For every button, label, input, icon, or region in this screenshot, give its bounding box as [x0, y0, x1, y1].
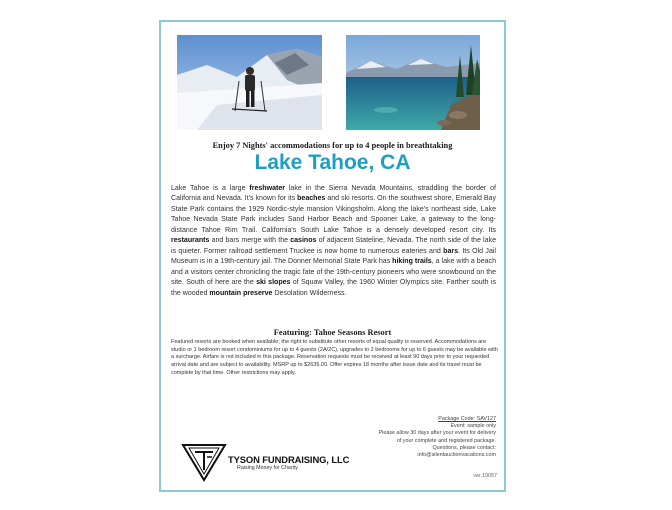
featuring-terms: Featured resorts are booked when available; the right to substitute other resorts of equal quality is reserved. Accommodations are studio or 1 bedroom resort condominiums for up to 4 guests (2A/2C), upgrades to 2 bedrooms for up to 6 guests may be available with a surcharge. Airfare is not included in this package. Reservation requests must be received at least 90 days prior to your requested arrival date and are subject to availability. MSRP up to $2635.00. Offer expires 18 months after issue date and its travel must be complete by that time. Other restrictions may apply. — [171, 339, 498, 376]
highlight-keyword: casinos — [290, 237, 317, 245]
version-code: ver.10057 — [473, 473, 497, 479]
highlight-keyword: bars — [443, 247, 459, 255]
fine-print-line: Event: sample only — [450, 423, 496, 430]
flyer — [159, 20, 506, 492]
destination-title: Lake Tahoe, CA — [254, 151, 411, 174]
brand-slogan: Raising Money for Charity — [237, 465, 298, 471]
highlight-keyword: ski slopes — [256, 279, 291, 287]
package-code: Package Code: SAV127 — [438, 416, 496, 422]
destination-description: Lake Tahoe is a large freshwater lake in the Sierra Nevada Mountains, straddling the border of California and Nevada. It's known for its beaches and ski resorts. On the southwest shore, Emerald Bay State Park contains the 1929 Nordic-style mansion Vikingsholm. Along the lake's northeast side, Lake Tahoe Nevada State Park includes Sand Harbor Beach and Spooner Lake, a gateway to the long-distance Tahoe Rim Trail. California's South Lake Tahoe is a densely developed resort city. Its restaurants and bars merge with the casinos of adjacent Stateline, Nevada. The north side of the lake is quieter. Former railroad settlement Truckee is now home to numerous eateries and bars. Its Old Jail Museum is in a 19th-century jail. The Donner Memorial State Park has hiking trails, a lake with a beach and a visitors center chronicling the tragic fate of the 19th-century pioneers who were snowbound on the site. South of here are the ski slopes of Squaw Valley, the 1960 Winter Olympics site. Farther south is the wooded mountain preserve Desolation Wilderness. — [171, 185, 496, 297]
highlight-keyword: beaches — [297, 195, 326, 203]
highlight-keyword: restaurants — [171, 237, 210, 245]
contact-email: info@silentauctionvacations.com — [417, 452, 496, 459]
tagline: Enjoy 7 Nights' accommodations for up to 4 people in breathtaking — [212, 141, 453, 150]
fine-print-line: of your complete and registered package. — [396, 437, 496, 444]
fine-print-line: Please allow 30 days after your event for delivery — [378, 430, 496, 437]
featuring-title: Featuring: Tahoe Seasons Resort — [273, 328, 392, 337]
highlight-keyword: mountain preserve — [209, 289, 273, 297]
skier-photo — [177, 35, 322, 130]
highlight-keyword: hiking trails — [392, 258, 432, 266]
brand-name: TYSON FUNDRAISING, LLC — [228, 454, 350, 465]
tf-emblem-icon — [181, 442, 227, 482]
lake-photo — [346, 35, 480, 130]
fine-print-line: Questions, please contact: — [432, 444, 496, 451]
tyson-logo — [181, 442, 381, 482]
highlight-keyword: freshwater — [249, 185, 285, 192]
